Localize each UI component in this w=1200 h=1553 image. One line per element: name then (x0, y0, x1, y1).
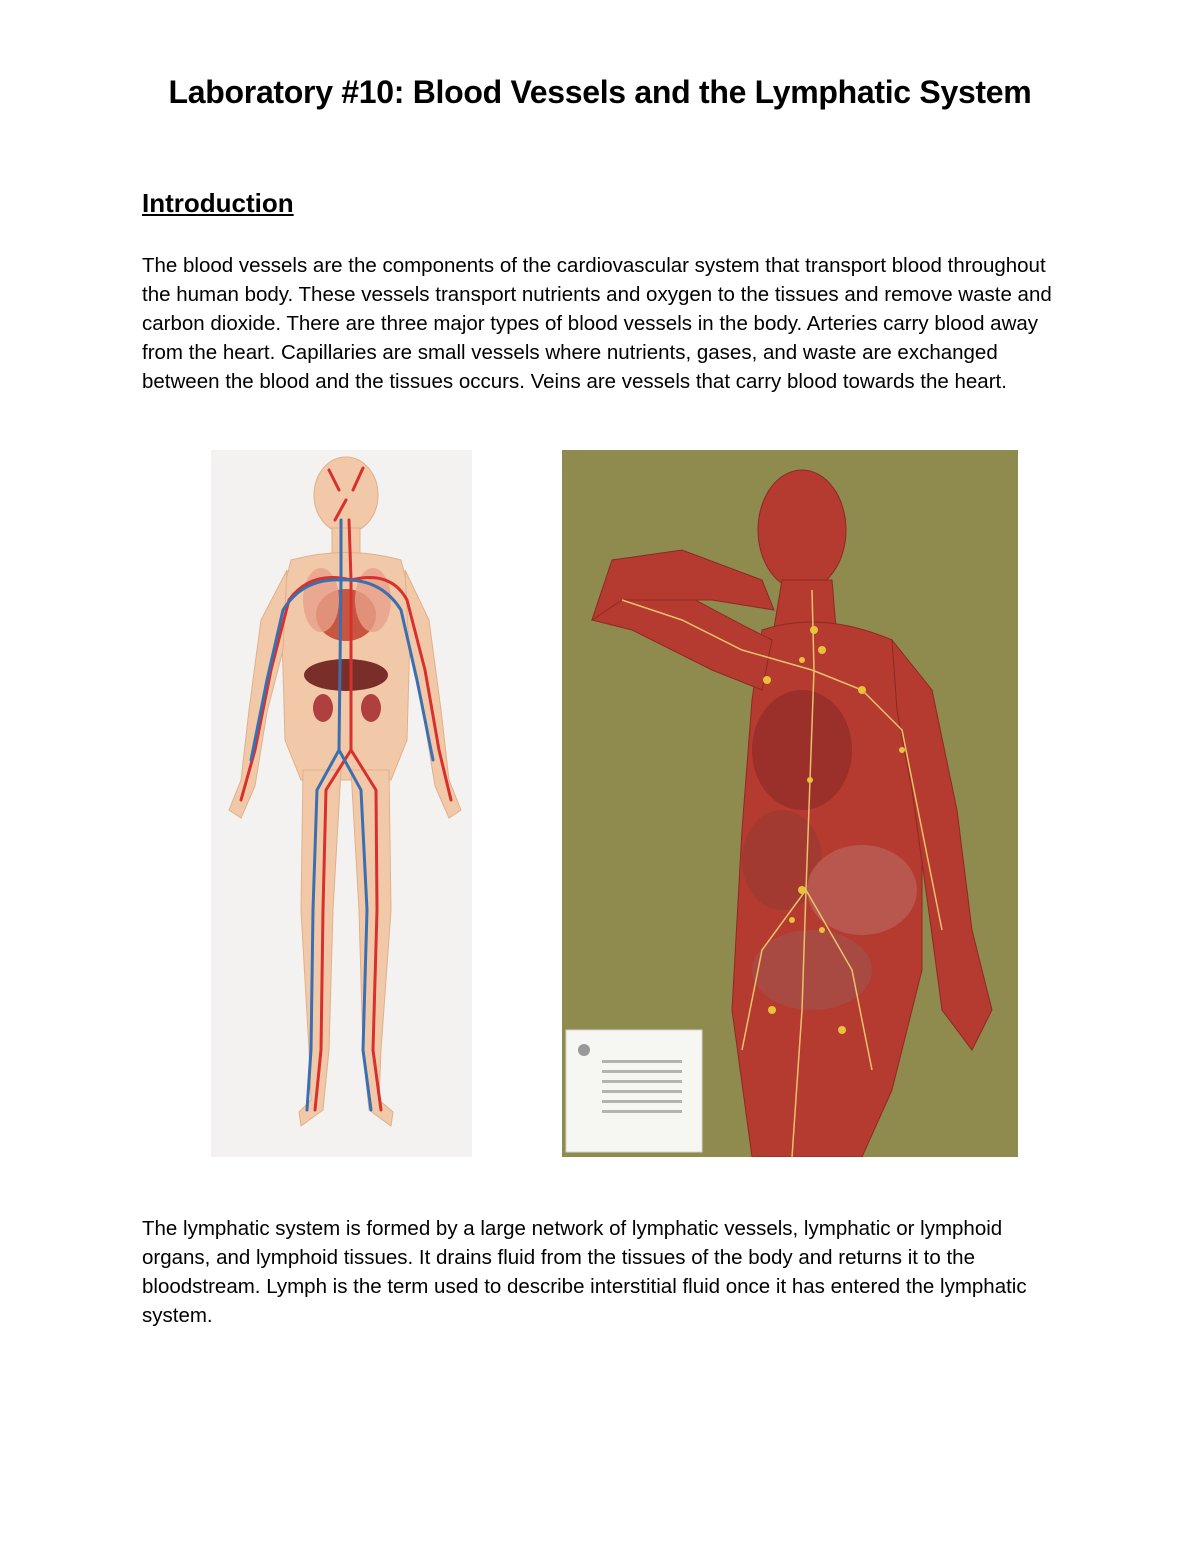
circulatory-system-model-image (211, 450, 472, 1157)
section-heading: Introduction (142, 188, 294, 218)
circulatory-model-drawing (211, 450, 472, 1157)
lymphatic-system-model-image (562, 450, 1018, 1157)
intro-paragraph: The blood vessels are the components of the cardiovascular system that transport blood throughout the human body. These vessels transport nutrients and oxygen to the tissues and remove waste and carbon dioxide. There are three major types of blood vessels in the body. Arteries carry blood away from the heart. Capillaries are small vessels where nutrients, gases, and waste are exchanged between the blood and the tissues occurs. Veins are vessels that carry blood towards the heart. (142, 254, 1052, 393)
page-title: Laboratory #10: Blood Vessels and the Lymphatic System (168, 74, 1032, 110)
model-label-card (566, 1030, 702, 1152)
lymphatic-model-drawing (562, 450, 1018, 1157)
lymphatic-paragraph: The lymphatic system is formed by a large network of lymphatic vessels, lymphatic or lymphoid organs, and lymphoid tissues. It drains fluid from the tissues of the body and returns it to the bloodstream. Lymph is the term used to describe interstitial fluid once it has entered the lymphatic system. (142, 1217, 1027, 1327)
